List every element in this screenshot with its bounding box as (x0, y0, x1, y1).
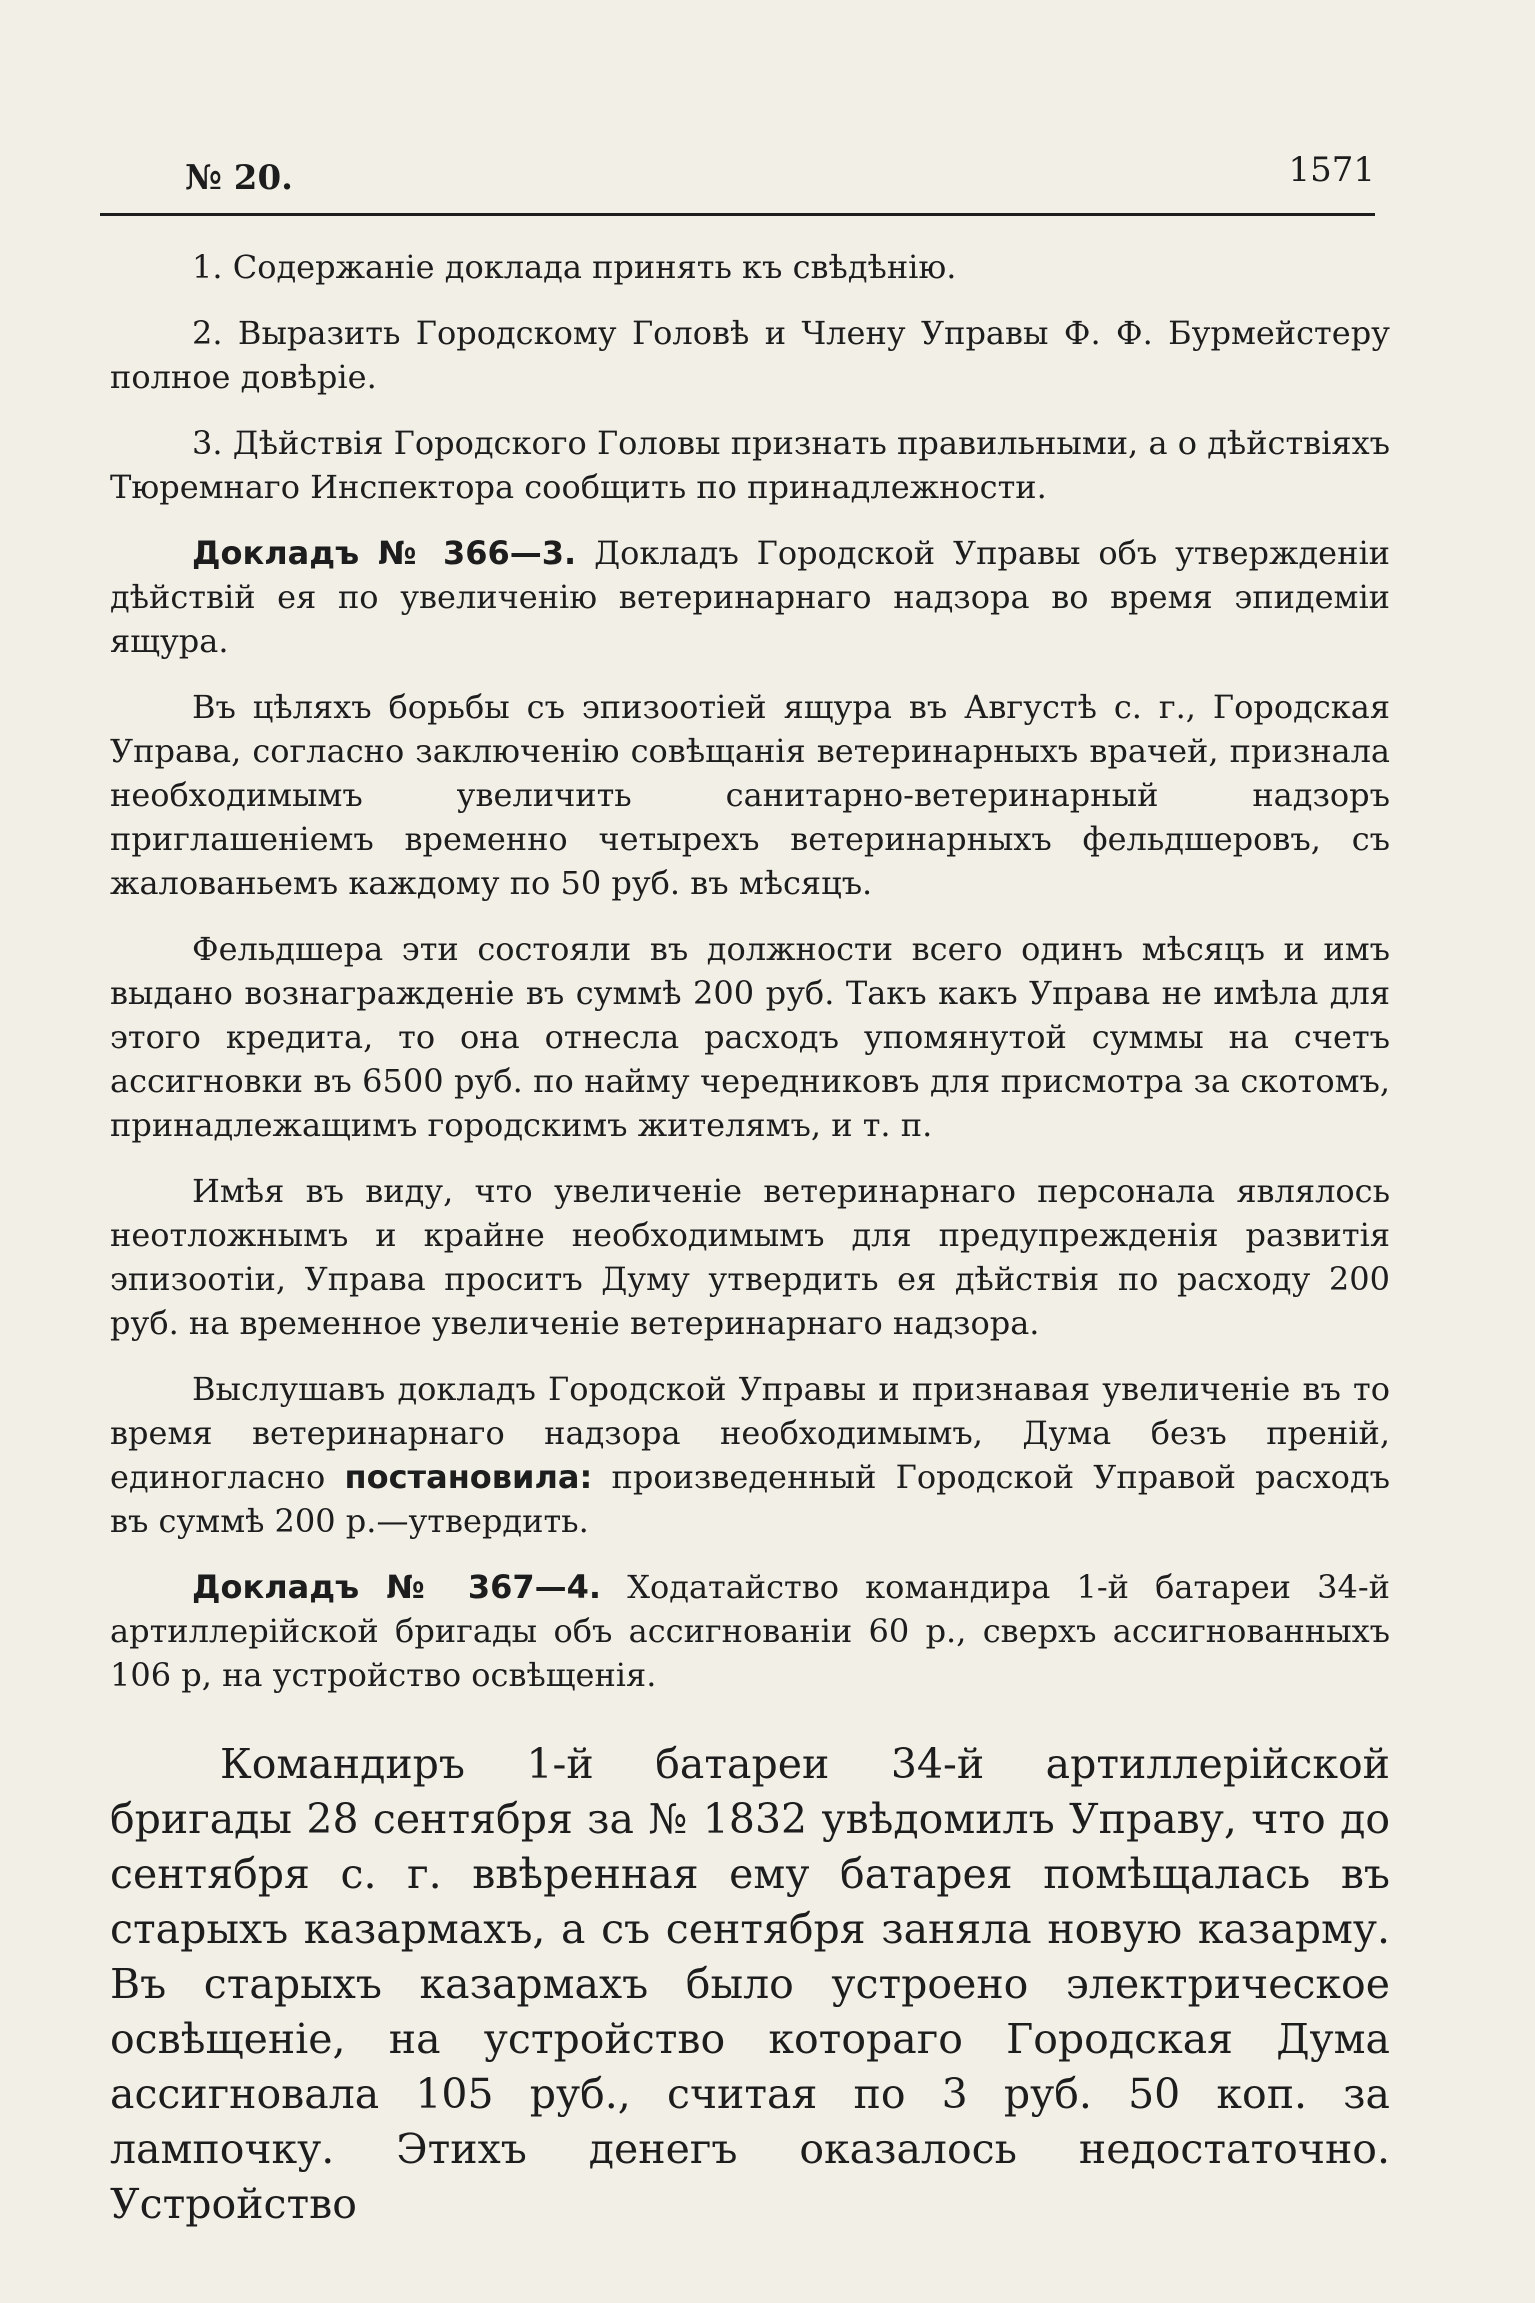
report-367-heading (110, 1565, 1390, 1697)
resolution-item-3: 3. Дѣйствія Городского Головы признать правильными, а о дѣйствіяхъ Тюремнаго Инспектора сообщить по принадлежности. (110, 424, 1390, 506)
report-366-heading (110, 531, 1390, 663)
page-number: 1571 (1288, 150, 1375, 190)
page-header (100, 150, 1375, 200)
issue-number: № 20. (185, 158, 293, 198)
resolution-keyword: постановила: (344, 1458, 593, 1496)
report-367-paragraph: Командиръ 1-й батареи 34-й артиллерійской бригады 28 сентября за № 1832 увѣдомилъ Управу, что до сентября с. г. ввѣренная ему батарея помѣщалась въ старыхъ казармахъ, а съ сентября заняла новую казарму. Въ старыхъ казармахъ было устроено электрическое освѣщеніе, на устройство котораго Городская Дума ассигновала 105 руб., считая по 3 руб. 50 коп. за лампочку. Этихъ денегъ оказалось недостаточно. Устройство (110, 1740, 1390, 2228)
resolution-item-2: 2. Выразить Городскому Головѣ и Члену Управы Ф. Ф. Бурмейстеру полное довѣріе. (110, 314, 1390, 396)
report-366-title: Докладъ Городской Управы объ утвержденіи дѣйствій ея по увеличенію ветеринарнаго надзора во время эпидеміи ящура. (110, 534, 1391, 660)
report-366-resolution (110, 1367, 1390, 1543)
report-366-label: Докладъ № 366—3. (192, 534, 577, 572)
resolution-text-after: произведенный Городской Управой расходъ въ суммѣ 200 р.—утвердить. (110, 1458, 1391, 1540)
report-367-label: Докладъ № 367—4. (192, 1568, 602, 1606)
report-366-paragraph-3: Имѣя въ виду, что увеличеніе ветеринарнаго персонала являлось неотложнымъ и крайне необходимымъ для предупрежденія развитія эпизоотіи, Управа проситъ Думу утвердить ея дѣйствія по расходу 200 руб. на временное увеличеніе ветеринарнаго надзора. (110, 1172, 1390, 1342)
resolution-text-before: Выслушавъ докладъ Городской Управы и признавая увеличеніе въ то время ветеринарнаго надзора необходимымъ, Дума безъ преній, единогласно (110, 1370, 1390, 1496)
report-366-paragraph-1: Въ цѣляхъ борьбы съ эпизоотіей ящура въ Августѣ с. г., Городская Управа, согласно заключенію совѣщанія ветеринарныхъ врачей, признала необходимымъ увеличить санитарно-ветеринарный надзоръ приглашеніемъ временно четырехъ ветеринарныхъ фельдшеровъ, съ жалованьемъ каждому по 50 руб. въ мѣсяцъ. (110, 688, 1390, 902)
resolution-item-1: 1. Содержаніе доклада принять къ свѣдѣнію. (192, 248, 957, 286)
report-367-title: Ходатайство командира 1-й батареи 34-й артиллерійской бригады объ ассигнованіи 60 р., сверхъ ассигнованныхъ 106 р, на устройство освѣщенія. (110, 1568, 1391, 1694)
report-366-paragraph-2: Фельдшера эти состояли въ должности всего одинъ мѣсяцъ и имъ выдано вознагражденіе въ суммѣ 200 руб. Такъ какъ Управа не имѣла для этого кредита, то она отнесла расходъ упомянутой суммы на счетъ ассигновки въ 6500 руб. по найму чередниковъ для присмотра за скотомъ, принадлежащимъ городскимъ жителямъ, и т. п. (110, 930, 1390, 1144)
document-body (110, 245, 1390, 2254)
header-rule (100, 213, 1375, 216)
